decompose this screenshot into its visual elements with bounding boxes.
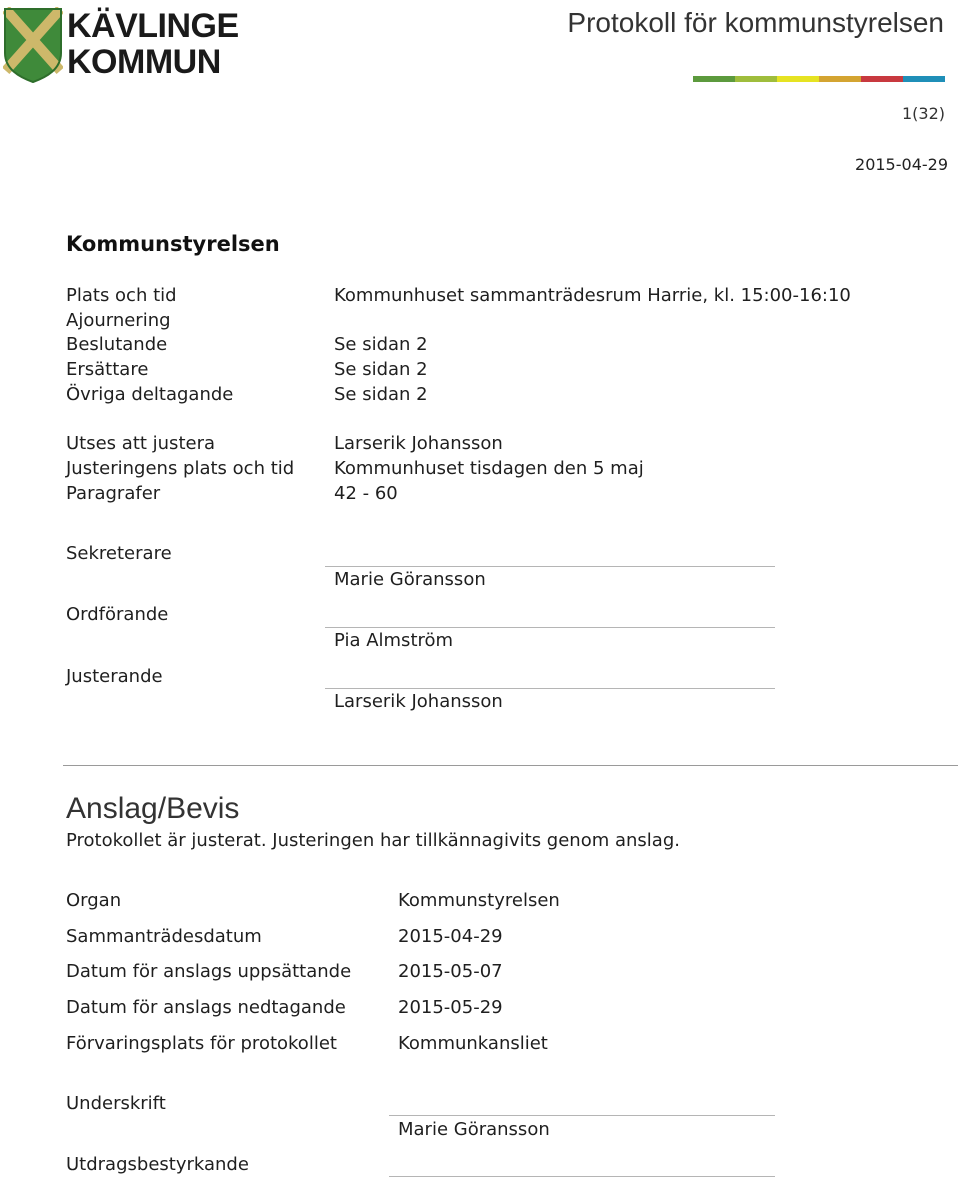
- meeting-value: 42 - 60: [334, 483, 398, 504]
- meeting-label: Plats och tid: [66, 285, 177, 306]
- meeting-label: Justeringens plats och tid: [66, 458, 295, 479]
- signature-line: [325, 627, 775, 628]
- signature-role: Sekreterare: [66, 543, 172, 564]
- color-stripe-segment: [777, 76, 819, 82]
- meeting-label: Paragrafer: [66, 483, 161, 504]
- meeting-value: Se sidan 2: [334, 384, 428, 405]
- meeting-label: Beslutande: [66, 334, 168, 355]
- color-stripe-segment: [693, 76, 735, 82]
- signature-line: [389, 1176, 775, 1177]
- anslag-label: Datum för anslags nedtagande: [66, 997, 346, 1018]
- anslag-value: 2015-04-29: [398, 926, 503, 947]
- meeting-value: Kommunhuset tisdagen den 5 maj: [334, 458, 644, 479]
- underskrift-label: Underskrift: [66, 1093, 166, 1114]
- brand-line-1: KÄVLINGE: [67, 7, 239, 45]
- anslag-statement: Protokollet är justerat. Justeringen har tillkännagivits genom anslag.: [66, 830, 680, 851]
- anslag-value: 2015-05-29: [398, 997, 503, 1018]
- color-stripe-segment: [861, 76, 903, 82]
- document-date: 2015-04-29: [855, 155, 948, 174]
- section-divider: [63, 765, 958, 766]
- municipality-logo: [3, 7, 243, 85]
- meeting-label: Övriga deltagande: [66, 384, 234, 405]
- anslag-label: Förvaringsplats för protokollet: [66, 1033, 337, 1054]
- page-number: 1(32): [901, 104, 945, 123]
- signature-line: [325, 566, 775, 567]
- anslag-label: Sammanträdesdatum: [66, 926, 262, 947]
- anslag-title: Anslag/Bevis: [66, 792, 240, 825]
- color-stripe: [693, 76, 945, 82]
- meeting-value: Kommunhuset sammanträdesrum Harrie, kl. 15:00-16:10: [334, 285, 851, 306]
- anslag-value: Kommunstyrelsen: [398, 890, 560, 911]
- underskrift-name: Marie Göransson: [398, 1119, 550, 1140]
- anslag-value: Kommunkansliet: [398, 1033, 548, 1054]
- coat-of-arms-icon: [3, 7, 63, 83]
- document-title: Protokoll för kommunstyrelsen: [567, 7, 944, 38]
- color-stripe-segment: [903, 76, 945, 82]
- signature-name: Pia Almström: [334, 630, 454, 651]
- anslag-label: Organ: [66, 890, 122, 911]
- anslag-label: Datum för anslags uppsättande: [66, 961, 352, 982]
- signature-name: Marie Göransson: [334, 569, 486, 590]
- meeting-label: Ajournering: [66, 310, 171, 331]
- meeting-value: Larserik Johansson: [334, 433, 503, 454]
- body-heading: Kommunstyrelsen: [66, 232, 280, 256]
- signature-role: Justerande: [66, 666, 163, 687]
- brand-line-2: KOMMUN: [67, 43, 221, 81]
- meeting-label: Utses att justera: [66, 433, 216, 454]
- meeting-label: Ersättare: [66, 359, 149, 380]
- signature-role: Ordförande: [66, 604, 169, 625]
- color-stripe-segment: [819, 76, 861, 82]
- utdrag-label: Utdragsbestyrkande: [66, 1154, 249, 1175]
- anslag-value: 2015-05-07: [398, 961, 503, 982]
- signature-line: [325, 688, 775, 689]
- meeting-value: Se sidan 2: [334, 334, 428, 355]
- color-stripe-segment: [735, 76, 777, 82]
- signature-name: Larserik Johansson: [334, 691, 503, 712]
- signature-line: [389, 1115, 775, 1116]
- meeting-value: Se sidan 2: [334, 359, 428, 380]
